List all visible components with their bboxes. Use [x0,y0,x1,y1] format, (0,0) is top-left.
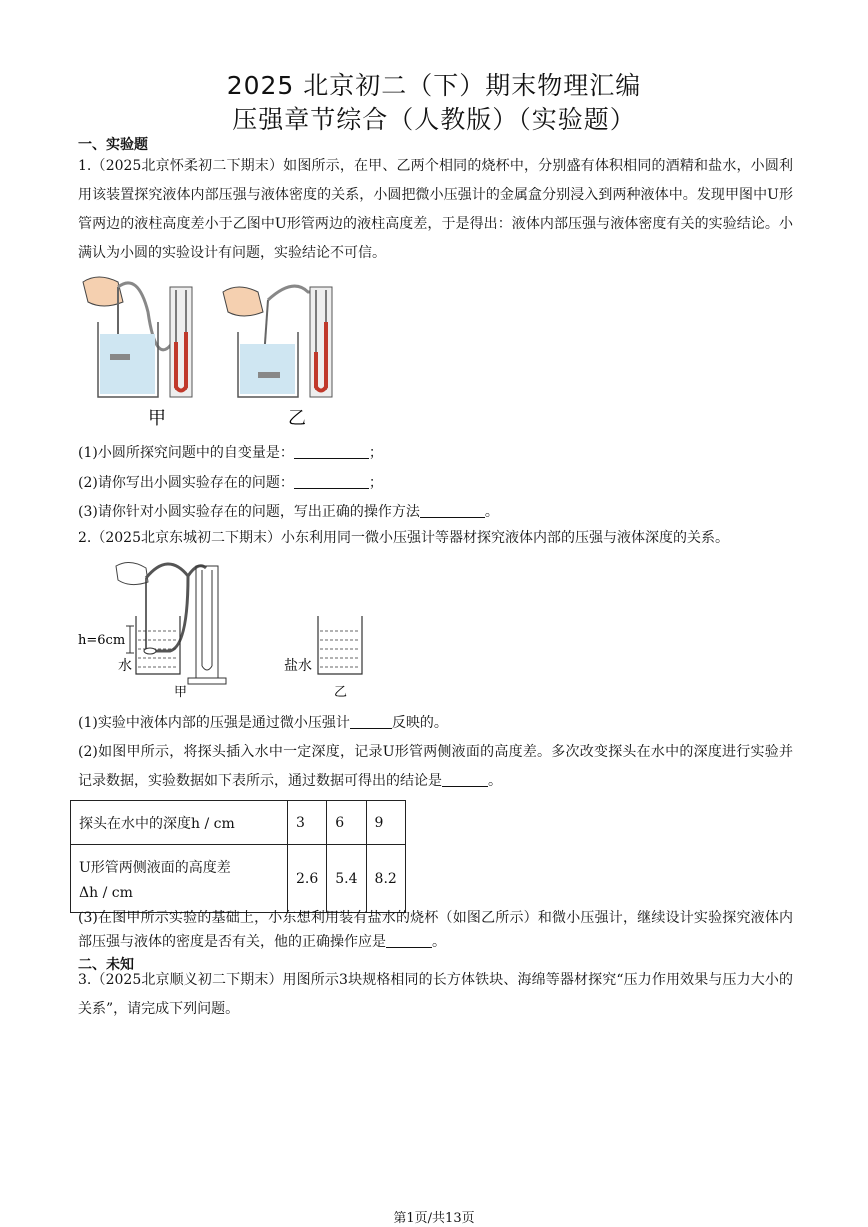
u-tube-base [188,678,226,684]
table-header-depth: 探头在水中的深度h / cm [71,801,288,845]
water-label: 水 [118,658,132,674]
fig-label-a: 甲 [174,685,188,700]
q1-intro: 1.（2025北京怀柔初二下期末）如图所示，在甲、乙两个相同的烧杯中，分别盛有体积相同的酒精和盐水，小圆利用该装置探究液体内部压强与液体密度的关系，小圆把微小压强计的金属盒分别浸入到两种液体中。发现甲图中U形管两边的液柱高度差小于乙图中U形管两边的液柱高度差，于是得出：液体内部压强与液体密度有关的实验结论。小满认为小圆的实验设计有问题，实验结论不可信。 [78,158,793,261]
table-cell: 9 [366,801,405,845]
probe-box [144,648,156,654]
q1-sub1: (1)小圆所探究问题中的自变量是： ； [78,445,383,461]
q2-setup-a [78,562,226,700]
u-tube-board [170,287,192,397]
table-cell: 3 [288,801,327,845]
q1-setup-b [223,286,332,429]
table-header-height-diff: U形管两侧液面的高度差 Δh / cm [71,845,288,913]
q2-sub1: (1)实验中液体内部的压强是通过微小压强计 反映的。 [78,715,448,731]
answer-blank[interactable] [294,474,369,489]
answer-blank[interactable] [294,444,369,459]
probe-box [258,372,280,378]
beaker-liquid [100,334,155,394]
depth-label: h=6cm [78,633,126,648]
fig-label-b: 乙 [334,685,348,700]
table-row [71,801,406,845]
beaker [136,616,180,674]
beaker-liquid [240,344,295,394]
fig-label-b: 乙 [288,408,306,429]
section-heading-unknown: 二、未知 [78,957,134,973]
rubber-tube [146,564,188,651]
q2-setup-b [284,616,362,700]
table-cell: 6 [327,801,366,845]
answer-blank[interactable] [350,714,392,729]
q2-intro: 2.（2025北京东城初二下期末）小东利用同一微小压强计等器材探究液体内部的压强与液体深度的关系。 [78,530,729,546]
fig-label-a: 甲 [148,408,166,429]
section-heading-experiment: 一、实验题 [78,137,148,153]
table-cell: 2.6 [288,845,327,913]
doc-title-line2: 压强章节综合（人教版）（实验题） [232,105,636,134]
beaker [318,616,362,674]
u-tube-board [310,287,332,397]
salt-water-label: 盐水 [284,658,312,674]
q1-setup-a [83,277,192,429]
page-footer: 第1页/共13页 [393,1211,475,1226]
hand-icon [223,287,263,316]
answer-blank[interactable] [442,772,488,787]
table-cell: 8.2 [366,845,405,913]
q2-data-table [70,800,406,913]
table-cell: 5.4 [327,845,366,913]
answer-blank[interactable] [420,503,485,518]
q1-sub3: (3)请你针对小圆实验存在的问题，写出正确的操作方法 。 [78,504,499,520]
q2-figure [78,556,378,700]
table-row [71,845,406,913]
u-tube-board [196,566,218,678]
q2-sub3: (3)在图甲所示实验的基础上，小东想利用装有盐水的烧杯（如图乙所示）和微小压强计，继续设计实验探究液体内部压强与液体的密度是否有关，他的正确操作应是 。 [78,910,793,950]
doc-title-line1: 2025 北京初二（下）期末物理汇编 [226,71,642,100]
q3-intro: 3.（2025北京顺义初二下期末）用图所示3块规格相同的长方体铁块、海绵等器材探究“压力作用效果与压力大小的关系”，请完成下列问题。 [78,972,793,1017]
probe-box [110,354,130,360]
q1-sub2: (2)请你写出小圆实验存在的问题： ； [78,475,383,491]
answer-blank[interactable] [386,933,432,948]
q1-figure [78,272,368,432]
q2-sub2: (2)如图甲所示，将探头插入水中一定深度，记录U形管两侧液面的高度差。多次改变探头在水中的深度进行实验并记录数据，实验数据如下表所示，通过数据可得出的结论是 。 [78,744,793,789]
hand-icon [116,562,148,584]
